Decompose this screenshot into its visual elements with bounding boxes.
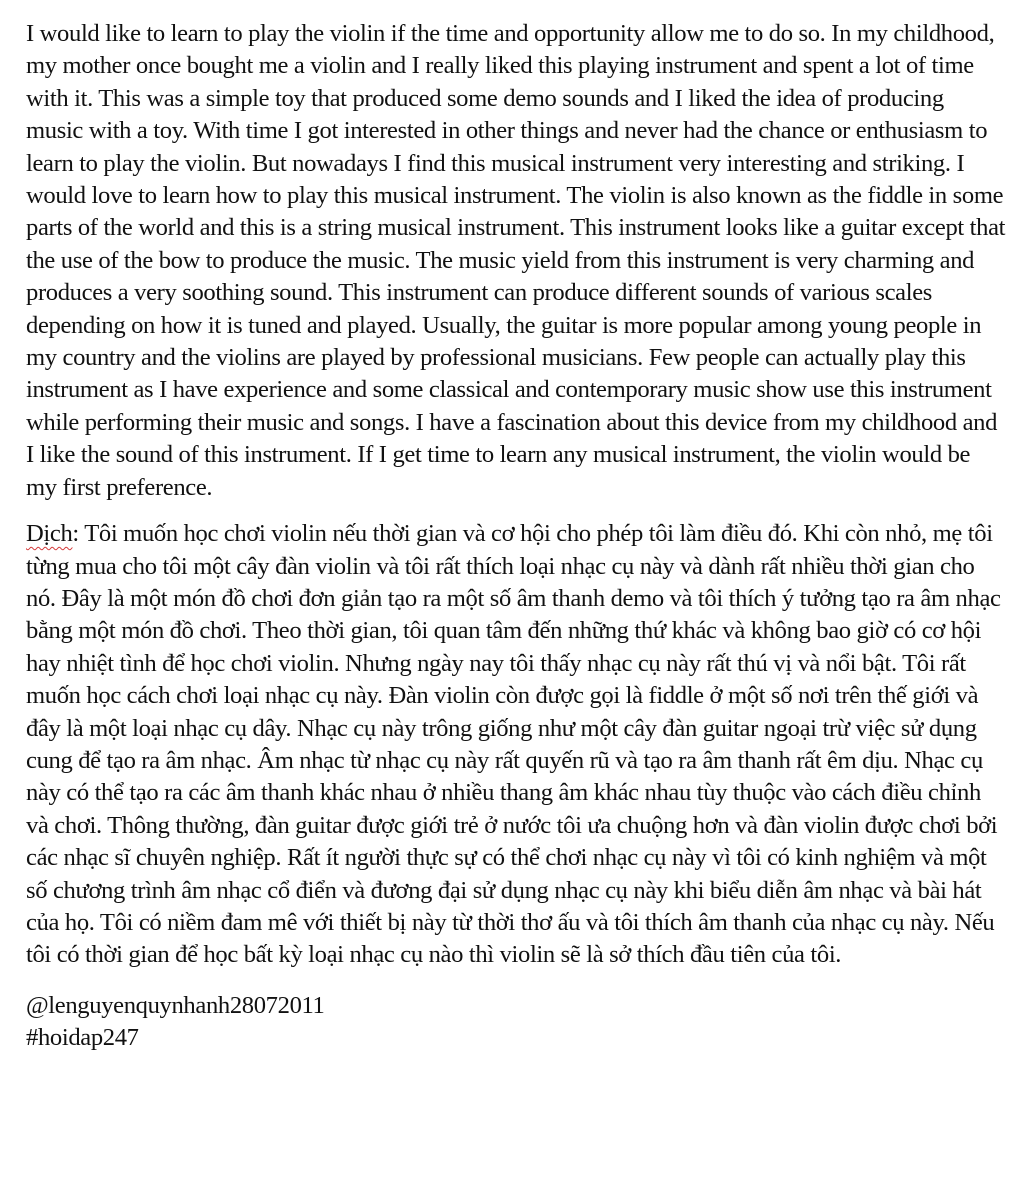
hashtag: #hoidap247: [26, 1023, 139, 1051]
translation-label: Dịch: [26, 520, 73, 548]
translation-colon: :: [72, 520, 79, 548]
vietnamese-text: Tôi muốn học chơi violin nếu thời gian và cơ hội cho phép tôi làm điều đó. Khi còn nhỏ, mẹ tôi từng mua cho tôi một cây đàn violin và tôi rất thích loại nhạc cụ này và dành rất nhiều thời gian cho nó. Đây là một món đồ chơi đơn giản tạo ra một số âm thanh demo và tôi thích ý tưởng tạo ra âm nhạc bằng một món đồ chơi. Theo thời gian, tôi quan tâm đến những thứ khác và không bao giờ có cơ hội hay nhiệt tình để học chơi violin. Nhưng ngày nay tôi thấy nhạc cụ này rất thú vị và nổi bật. Tôi rất muốn học cách chơi loại nhạc cụ này. Đàn violin còn được gọi là fiddle ở một số nơi trên thế giới và đây là một loại nhạc cụ dây. Nhạc cụ này trông giống như một cây đàn guitar ngoại trừ việc sử dụng cung để tạo ra âm nhạc. Âm nhạc từ nhạc cụ này rất quyến rũ và tạo ra âm thanh rất êm dịu. Nhạc cụ này có thể tạo ra các âm thanh khác nhau ở nhiều thang âm khác nhau tùy thuộc vào cách điều chỉnh và chơi. Thông thường, đàn guitar được giới trẻ ở nước tôi ưa chuộng hơn và đàn violin được chơi bởi các nhạc sĩ chuyên nghiệp. Rất ít người thực sự có thể chơi nhạc cụ này vì tôi có kinh nghiệm và một số chương trình âm nhạc cổ điển và đương đại sử dụng nhạc cụ này khi biểu diễn âm nhạc và bài hát của họ. Tôi có niềm đam mê với thiết bị này từ thời thơ ấu và tôi thích âm thanh của nhạc cụ này. Nếu tôi có thời gian để học bất kỳ loại nhạc cụ nào thì violin sẽ là sở thích đầu tiên của tôi.: [26, 520, 1001, 969]
english-paragraph: I would like to learn to play the violin if the time and opportunity allow me to do so. In my childhood, my mother once bought me a violin and I really liked this playing instrument and spent a lot of time with it. This was a simple toy that produced some demo sounds and I liked the idea of producing music with a toy. With time I got interested in other things and never had the chance or enthusiasm to learn to play the violin. But nowadays I find this musical instrument very interesting and striking. I would love to learn how to play this musical instrument. The violin is also known as the fiddle in some parts of the world and this is a string musical instrument. This instrument looks like a guitar except that the use of the bow to produce the music. The music yield from this instrument is very charming and produces a very soothing sound. This instrument can produce different sounds of various scales depending on how it is tuned and played. Usually, the guitar is more popular among young people in my country and the violins are played by professional musicians. Few people can actually play this instrument as I have experience and some classical and contemporary music show use this instrument while performing their music and songs. I have a fascination about this device from my childhood and I like the sound of this instrument. If I get time to learn any musical instrument, the violin would be my first preference.: [26, 20, 1006, 501]
document-page: [26, 18, 1006, 1054]
vietnamese-paragraph: [26, 518, 1006, 972]
author-handle: @lenguyenquynhanh28072011: [26, 991, 325, 1019]
